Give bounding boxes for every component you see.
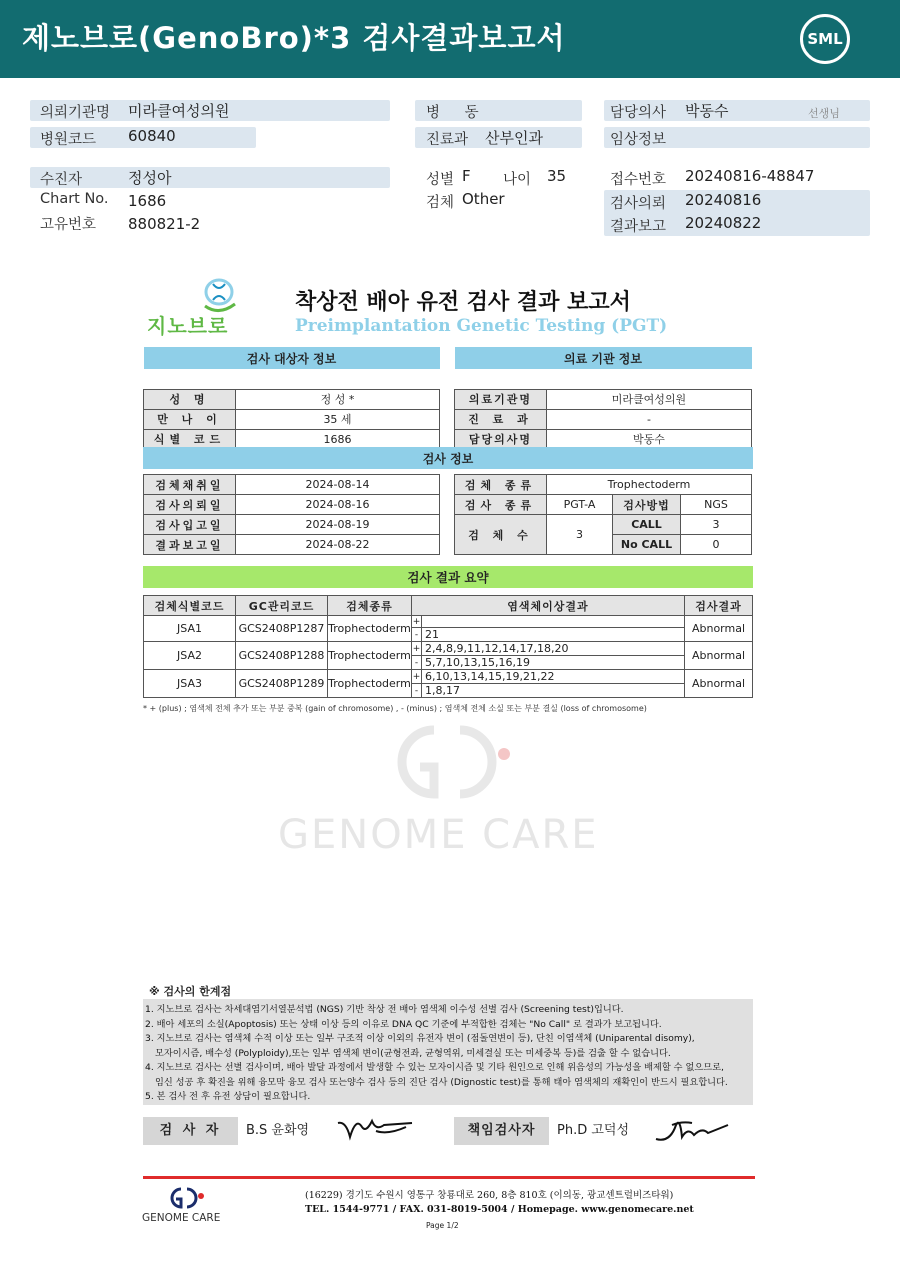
row2-minus: 5,7,10,13,15,16,19 <box>422 656 685 670</box>
row2-result: Abnormal <box>685 642 753 670</box>
row1-minus-sign: - <box>412 628 422 642</box>
row1-minus: 21 <box>422 628 685 642</box>
row1-plus-sign: + <box>412 616 421 627</box>
summary-footnote: * + (plus) ; 염색체 전체 추가 또는 부분 중복 (gain of chromosome) , - (minus) ; 염색체 전체 소실 또는 부분 결실 (loss of chromosome) <box>143 704 647 713</box>
call-value: 3 <box>681 515 752 535</box>
table-row <box>144 409 440 429</box>
table-row <box>144 429 440 449</box>
chart-label: Chart No. <box>40 191 109 207</box>
collect-value: 2024-08-14 <box>236 475 440 495</box>
chief-signature-icon <box>652 1113 732 1147</box>
specimen-label: 검체 <box>426 195 455 211</box>
specimen-type-label: 검체 종류 <box>455 475 547 495</box>
sml-logo: SML <box>800 14 850 64</box>
row2-gc: GCS2408P1288 <box>236 642 328 670</box>
input-date-label: 검사입고일 <box>144 515 236 535</box>
method-label: 검사방법 <box>613 495 681 515</box>
table-row <box>144 515 440 535</box>
summary-table <box>143 595 753 698</box>
request-date-value: 2024-08-16 <box>236 495 440 515</box>
col-gc-code: GC관리코드 <box>236 596 328 616</box>
institution-table <box>454 347 752 450</box>
specimen-type-value: Trophectoderm <box>547 475 752 495</box>
nocall-value: 0 <box>681 535 752 555</box>
test-info-header-table <box>143 447 753 469</box>
hospital-code-value: 60840 <box>128 127 176 145</box>
limitations-title: ※ 검사의 한계점 <box>149 985 232 998</box>
row2-type: Trophectoderm <box>328 642 412 670</box>
chief-name: Ph.D 고덕성 <box>557 1123 630 1138</box>
tester-signature-icon <box>336 1113 416 1147</box>
institution-doctor-label: 담당의사명 <box>455 429 547 449</box>
row3-id: JSA3 <box>144 670 236 698</box>
table-row <box>455 409 752 429</box>
requester-label: 의뢰기관명 <box>40 105 111 121</box>
table-row <box>144 616 753 628</box>
clinical-label: 임상정보 <box>610 132 667 148</box>
row3-result: Abnormal <box>685 670 753 698</box>
limitation-line: 임신 성공 후 확진을 위해 융모막 융모 검사 또는양수 검사 등의 진단 검사 (Dignostic test)를 통해 태아 염색체의 재확인이 반드시 필요합니다. <box>155 1076 728 1088</box>
limitation-line: 5. 본 검사 전 후 유전 상담이 필요합니다. <box>145 1091 311 1102</box>
report-date-value: 2024-08-22 <box>236 535 440 555</box>
institution-name-label: 의료기관명 <box>455 389 547 409</box>
dept-label: 진료과 <box>426 132 469 148</box>
row2-plus: 2,4,8,9,11,12,14,17,18,20 <box>422 642 685 656</box>
table-header-row <box>144 596 753 616</box>
doctor-value: 박동수 <box>685 102 729 120</box>
genobro-logo-text: 지노브로 <box>147 314 229 338</box>
receipt-label: 접수번호 <box>610 172 667 188</box>
row3-gc: GCS2408P1289 <box>236 670 328 698</box>
report-value: 20240822 <box>685 214 762 232</box>
test-type-label: 검사 종류 <box>455 495 547 515</box>
limitation-line: 4. 지노브로 검사는 선별 검사이며, 배아 발달 과정에서 발생할 수 있는 모자이시즘 및 기타 원인으로 인해 위음성의 가능성을 배제할 수 없으므로, <box>145 1062 724 1073</box>
test-specimen-table <box>454 474 752 555</box>
request-label: 검사의뢰 <box>610 196 667 212</box>
row1-plus <box>422 616 685 628</box>
subject-age-value: 35 세 <box>236 409 440 429</box>
age-value: 35 <box>547 167 567 185</box>
subject-code-label: 식별 코드 <box>144 429 236 449</box>
watermark-text: GENOME CARE <box>278 812 599 858</box>
footer-contact: TEL. 1544-9771 / FAX. 031-8019-5004 / Homepage. www.genomecare.net <box>305 1204 694 1215</box>
report-label: 결과보고 <box>610 219 667 235</box>
row1-type: Trophectoderm <box>328 616 412 642</box>
institution-doctor-value: 박동수 <box>547 429 752 449</box>
limitations-box <box>143 999 753 1105</box>
patient-label: 수진자 <box>40 172 83 188</box>
row2-id: JSA2 <box>144 642 236 670</box>
table-row <box>144 495 440 515</box>
subject-name-value: 정 성 * <box>236 389 440 409</box>
table-row <box>144 642 753 656</box>
table-row <box>455 515 752 535</box>
limitation-line: 2. 배아 세포의 소실(Apoptosis) 또는 상태 이상 등의 이유로 DNA QC 기준에 부적합한 검체는 "No Call" 로 결과가 보고됩니다. <box>145 1018 662 1030</box>
tester-label: 검 사 자 <box>143 1117 238 1145</box>
test-dates-table <box>143 474 440 555</box>
sex-value: F <box>462 167 471 185</box>
footer-address: (16229) 경기도 수원시 영통구 창룡대로 260, 8층 810호 (이의동, 광교센트럴비즈타워) <box>305 1190 674 1201</box>
request-date-label: 검사의뢰일 <box>144 495 236 515</box>
col-chromosome-result: 염색체이상결과 <box>412 596 685 616</box>
dept-value: 산부인과 <box>485 129 543 147</box>
patient-value: 정성아 <box>128 169 172 187</box>
receipt-value: 20240816-48847 <box>685 167 815 185</box>
subject-table <box>143 347 440 450</box>
table-row <box>144 389 440 409</box>
tester-name: B.S 윤화영 <box>246 1123 310 1138</box>
institution-header: 의료 기관 정보 <box>455 347 752 369</box>
row3-plus: 6,10,13,14,15,19,21,22 <box>422 670 685 684</box>
subject-code-value: 1686 <box>236 429 440 449</box>
institution-dept-label: 진 료 과 <box>455 409 547 429</box>
method-value: NGS <box>681 495 752 515</box>
table-row <box>455 475 752 495</box>
requester-value: 미라클여성의원 <box>128 102 230 120</box>
footer-divider <box>143 1176 755 1179</box>
patient-bar <box>30 167 390 188</box>
col-sample-id: 검체식별코드 <box>144 596 236 616</box>
row2-plus-sign: + <box>412 643 421 654</box>
test-info-header: 검사 정보 <box>143 447 753 469</box>
doctor-suffix: 선생님 <box>808 107 840 120</box>
table-row <box>455 429 752 449</box>
subject-age-label: 만 나 이 <box>144 409 236 429</box>
table-row <box>144 670 753 684</box>
test-type-value: PGT-A <box>547 495 613 515</box>
row3-minus-sign: - <box>412 684 422 698</box>
table-row <box>455 389 752 409</box>
institution-name-value: 미라클여성의원 <box>547 389 752 409</box>
limitation-line: 모자이시즘, 배수성 (Polyploidy),또는 일부 염색체 변이(균형전좌, 균형역위, 미세결실 또는 미세중복 등)를 검출 할 수 없습니다. <box>155 1047 671 1059</box>
limitation-line: 1. 지노브로 검사는 차세대염기서열분석법 (NGS) 기반 착상 전 배아 염색체 이수성 선별 검사 (Screening test)입니다. <box>145 1004 624 1015</box>
genome-care-watermark-icon <box>372 712 522 812</box>
count-label: 검 체 수 <box>455 515 547 555</box>
page-title: 제노브로(GenoBro)*3 검사결과보고서 <box>22 21 566 55</box>
request-value: 20240816 <box>685 191 762 209</box>
id-value: 880821-2 <box>128 215 201 233</box>
institution-dept-value: - <box>547 409 752 429</box>
subject-name-label: 성 명 <box>144 389 236 409</box>
specimen-value: Other <box>462 190 505 208</box>
genome-care-logo-icon <box>165 1186 205 1210</box>
count-value: 3 <box>547 515 613 555</box>
row1-result: Abnormal <box>685 616 753 642</box>
row1-id: JSA1 <box>144 616 236 642</box>
row3-type: Trophectoderm <box>328 670 412 698</box>
input-date-value: 2024-08-19 <box>236 515 440 535</box>
hospital-code-label: 병원코드 <box>40 132 97 148</box>
sex-label: 성별 <box>426 172 455 188</box>
row1-gc: GCS2408P1287 <box>236 616 328 642</box>
row3-plus-sign: + <box>412 671 421 682</box>
footer-address-block <box>305 1189 694 1217</box>
col-specimen-type: 검체종류 <box>328 596 412 616</box>
col-result: 검사결과 <box>685 596 753 616</box>
dna-logo-icon <box>197 278 241 314</box>
table-row <box>144 535 440 555</box>
chart-value: 1686 <box>128 192 167 210</box>
report-title: 착상전 배아 유전 검사 결과 보고서 <box>295 290 631 315</box>
report-subtitle: Preimplantation Genetic Testing (PGT) <box>295 316 668 336</box>
limitation-line: 3. 지노브로 검사는 염색체 수적 이상 또는 일부 구조적 이상 이외의 유전자 변이 (점돌연변이 등), 단친 이염색체 (Uniparental disomy), <box>145 1033 695 1044</box>
chief-label: 책임검사자 <box>454 1117 549 1145</box>
footer-company: GENOME CARE <box>142 1212 221 1224</box>
report-header <box>0 0 900 78</box>
table-row <box>144 475 440 495</box>
call-label: CALL <box>613 515 681 535</box>
id-label: 고유번호 <box>40 217 97 233</box>
summary-header-table <box>143 566 753 588</box>
signature-row <box>0 1117 900 1145</box>
ward-label: 병 동 <box>426 105 489 121</box>
table-row <box>455 495 752 515</box>
age-label: 나이 <box>503 172 532 188</box>
row3-minus: 1,8,17 <box>422 684 685 698</box>
page-number: Page 1/2 <box>426 1221 459 1230</box>
summary-header: 검사 결과 요약 <box>143 566 753 588</box>
report-date-label: 결과보고일 <box>144 535 236 555</box>
collect-label: 검체채취일 <box>144 475 236 495</box>
doctor-label: 담당의사 <box>610 105 667 121</box>
subject-header: 검사 대상자 정보 <box>144 347 440 369</box>
nocall-label: No CALL <box>613 535 681 555</box>
row2-minus-sign: - <box>412 656 422 670</box>
